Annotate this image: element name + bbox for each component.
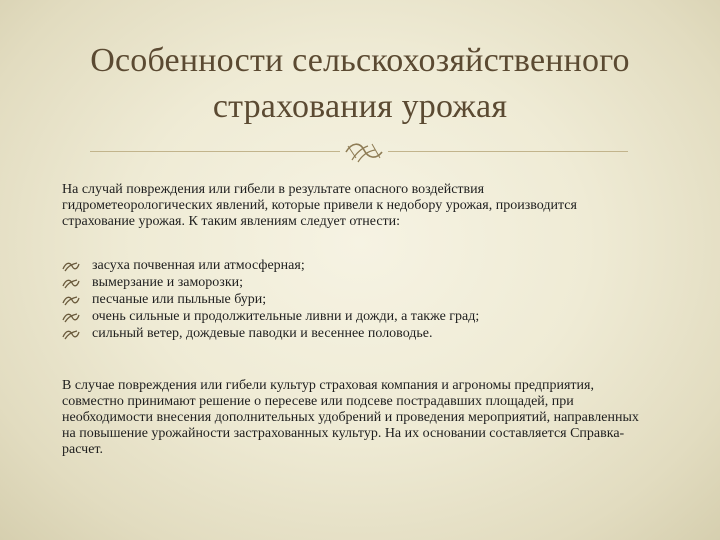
outro-paragraph: В случае повреждения или гибели культур страховая компания и агрономы предприятия, совместно принимают решение о пересеве или подсеве пострадавших площадей, при необходимости внесения дополнительных удобрений и проведения мероприятий, направленных на повышение урожайности застрахованных культур. На их основании составляется Справка-расчет. bbox=[62, 378, 639, 457]
list-item bbox=[62, 325, 642, 342]
list-item-text: очень сильные и продолжительные ливни и дожди, а также град; bbox=[92, 309, 480, 324]
slide-title-line-2: страхования урожая bbox=[212, 88, 508, 125]
bullet-swash-icon bbox=[62, 311, 80, 323]
list-item-text: песчаные или пыльные бури; bbox=[92, 292, 267, 307]
list-item-text: сильный ветер, дождевые паводки и весеннее половодье. bbox=[92, 326, 433, 341]
list-item-text: вымерзание и заморозки; bbox=[92, 275, 244, 290]
bullet-swash-icon bbox=[62, 328, 80, 340]
list-item-text: засуха почвенная или атмосферная; bbox=[92, 258, 305, 273]
phenomena-list bbox=[62, 257, 642, 342]
title-divider-left bbox=[90, 151, 340, 152]
list-item bbox=[62, 291, 642, 308]
bullet-swash-icon bbox=[62, 294, 80, 306]
slide-title bbox=[20, 38, 700, 130]
list-item bbox=[62, 257, 642, 274]
list-item bbox=[62, 274, 642, 291]
bullet-swash-icon bbox=[62, 277, 80, 289]
intro-paragraph: На случай повреждения или гибели в результате опасного воздействия гидрометеорологических явлений, которые привели к недобору урожая, производится страхование урожая. К таким явлениям следует отнести: bbox=[62, 182, 577, 229]
bullet-swash-icon bbox=[62, 260, 80, 272]
title-divider-right bbox=[388, 151, 628, 152]
slide-title-line-1: Особенности сельскохозяйственного bbox=[90, 42, 630, 79]
title-ornament-icon bbox=[342, 138, 386, 166]
list-item bbox=[62, 308, 642, 325]
